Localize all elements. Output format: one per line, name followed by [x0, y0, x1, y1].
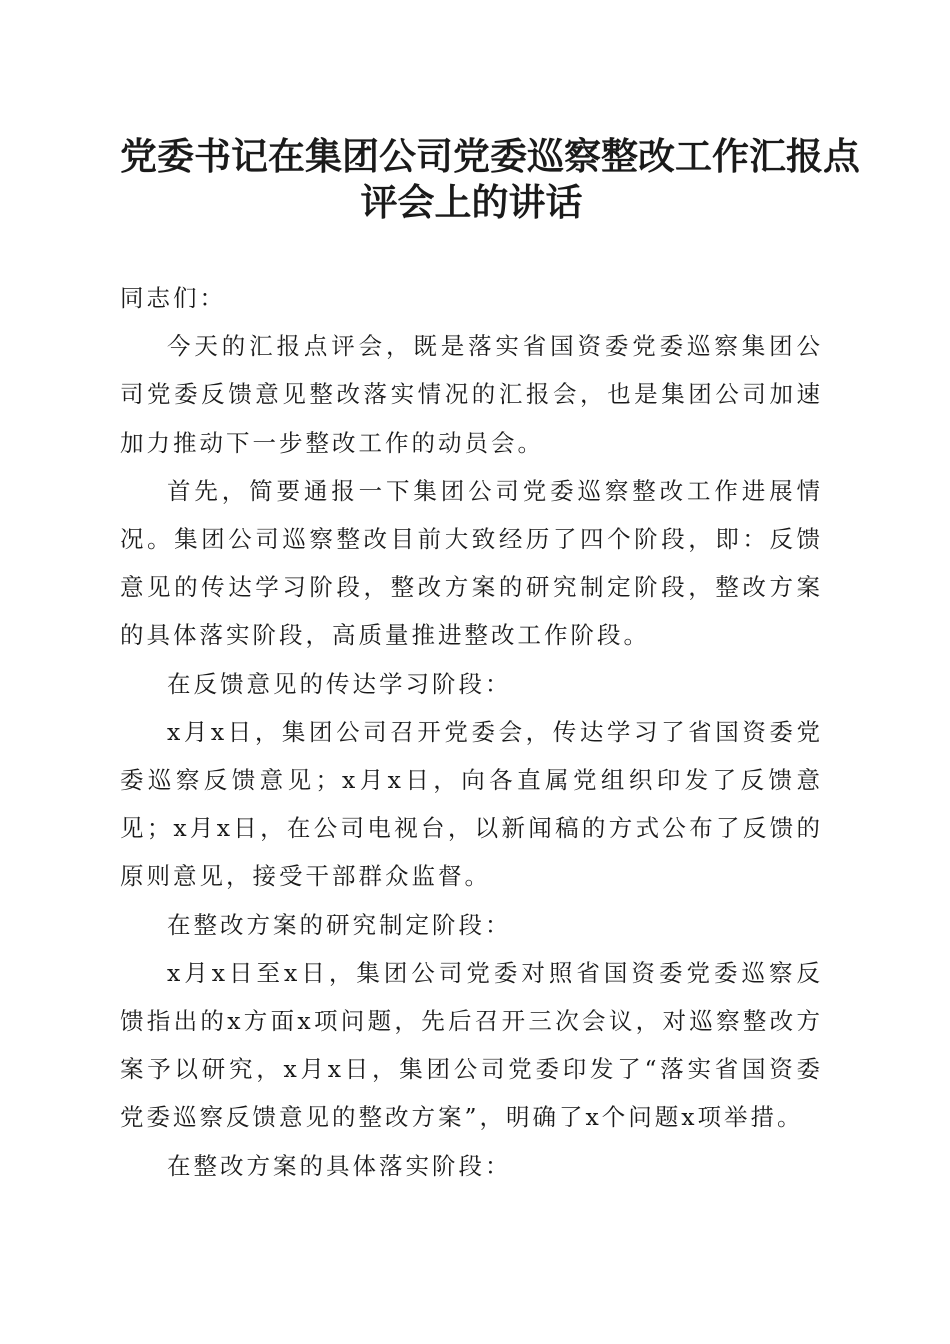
paragraph-intro: 今天的汇报点评会，既是落实省国资委党委巡察集团公司党委反馈意见整改落实情况的汇报会，也是集团公司加速加力推动下一步整改工作的动员会。 — [120, 332, 823, 457]
document-body — [120, 274, 823, 1190]
title-line-1: 党委书记在集团公司党委巡察整改工作汇报点 — [120, 134, 860, 178]
document-title — [120, 133, 860, 225]
salutation: 同志们： — [120, 284, 226, 312]
paragraph-plan-drafting: x月x日至x日，集团公司党委对照省国资委党委巡察反馈指出的x方面x项问题，先后召开三次会议，对巡察整改方案予以研究，x月x日，集团公司党委印发了“落实省国资委党委巡察反馈意见的整改方案”，明确了x个问题x项举措。 — [120, 958, 823, 1132]
section-heading-plan-implementation: 在整改方案的具体落实阶段： — [167, 1151, 512, 1180]
document-page — [120, 0, 860, 1344]
paragraph-feedback-study: x月x日，集团公司召开党委会，传达学习了省国资委党委巡察反馈意见；x月x日，向各直属党组织印发了反馈意见；x月x日，在公司电视台，以新闻稿的方式公布了反馈的原则意见，接受干部群众监督。 — [120, 717, 823, 891]
section-heading-feedback-study: 在反馈意见的传达学习阶段： — [167, 669, 512, 698]
section-heading-plan-drafting: 在整改方案的研究制定阶段： — [167, 910, 512, 939]
paragraph-progress-overview: 首先，简要通报一下集团公司党委巡察整改工作进展情况。集团公司巡察整改目前大致经历了四个阶段，即：反馈意见的传达学习阶段，整改方案的研究制定阶段，整改方案的具体落实阶段，高质量推进整改工作阶段。 — [120, 476, 823, 650]
title-line-2: 评会上的讲话 — [360, 180, 583, 224]
